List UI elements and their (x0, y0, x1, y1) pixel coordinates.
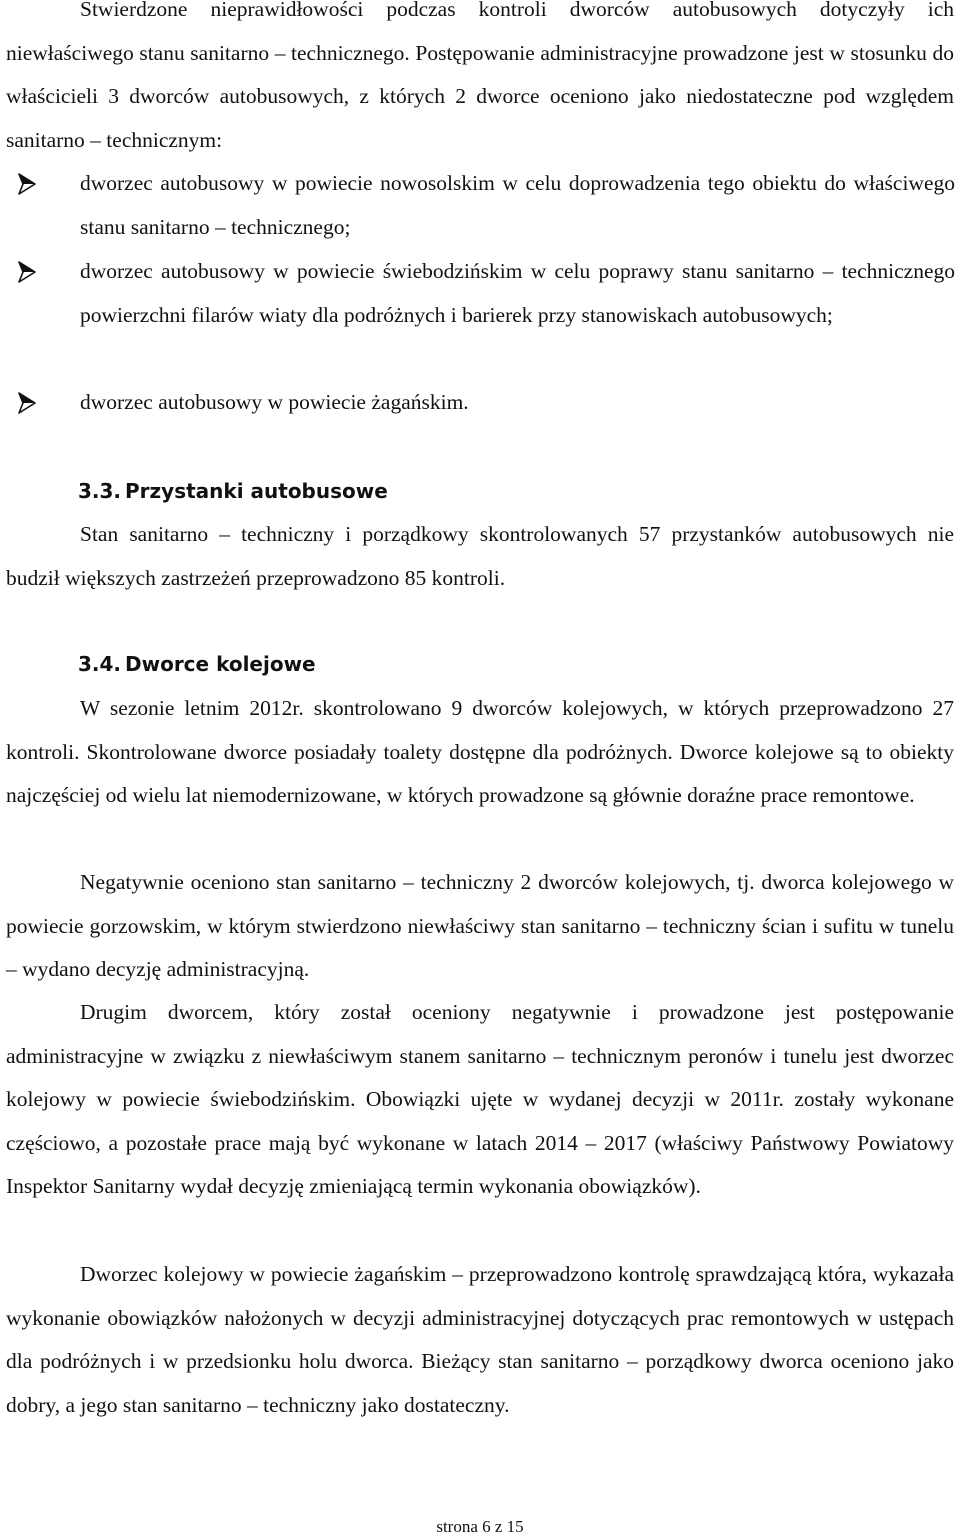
section-3-4-paragraph: W sezonie letnim 2012r. skontrolowano 9 dworców kolejowych, w których przeprowadzono 27 kontroli. Skontrolowane dworce posiadały toalety dostępne dla podróżnych. Dworce kolejowe są to obiekty najczęściej od wielu lat niemodernizowane, w których prowadzone są głównie doraźne prace remontowe. (6, 696, 954, 807)
section-3-3-paragraph: Stan sanitarno – techniczny i porządkowy skontrolowanych 57 przystanków autobusowych nie budził większych zastrzeżeń przeprowadzono 85 kontroli. (6, 522, 954, 590)
section-number: 3.3. (78, 479, 122, 503)
bullet-text: dworzec autobusowy w powiecie świebodzińskim w celu poprawy stanu sanitarno – technicznego powierzchni filarów wiaty dla podróżnych i barierek przy stanowiskach autobusowych; (80, 259, 955, 327)
section-title: Dworce kolejowe (125, 652, 316, 676)
arrowhead-bullet-icon (18, 392, 36, 414)
section-heading-3-3 (78, 476, 388, 506)
arrowhead-bullet-icon (18, 261, 36, 283)
section-heading-3-4 (78, 649, 316, 679)
section-3-4-paragraph: Dworzec kolejowy w powiecie żagańskim – przeprowadzono kontrolę sprawdzającą która, wykazała wykonanie obowiązków nałożonych w decyzji administracyjnej dotyczących prac remontowych w ustępach dla podróżnych i w przedsionku holu dworca. Bieżący stan sanitarno – porządkowy dworca oceniono jako dobry, a jego stan sanitarno – techniczny jako dostateczny. (6, 1262, 954, 1417)
bullet-item (80, 250, 955, 337)
section-3-4-paragraph: Negatywnie oceniono stan sanitarno – techniczny 2 dworców kolejowych, tj. dworca kolejowego w powiecie gorzowskim, w którym stwierdzono niewłaściwy stan sanitarno – techniczny ścian i sufitu w tunelu – wydano decyzję administracyjną. (6, 870, 954, 981)
bullet-text: dworzec autobusowy w powiecie nowosolskim w celu doprowadzenia tego obiektu do właściwego stanu sanitarno – technicznego; (80, 171, 955, 239)
arrowhead-bullet-icon (18, 173, 36, 195)
section-3-4-paragraph: Drugim dworcem, który został oceniony negatywnie i prowadzone jest postępowanie administracyjne w związku z niewłaściwym stanem sanitarno – technicznym peronów i tunelu jest dworzec kolejowy w powiecie świebodzińskim. Obowiązki ujęte w wydanej decyzji w 2011r. zostały wykonane częściowo, a pozostałe prace mają być wykonane w latach 2014 – 2017 (właściwy Państwowy Powiatowy Inspektor Sanitarny wydał decyzję zmieniającą termin wykonania obowiązków). (6, 1000, 954, 1198)
bullet-item (80, 381, 955, 425)
page-footer: strona 6 z 15 (436, 1517, 524, 1536)
section-title: Przystanki autobusowe (125, 479, 388, 503)
bullet-item (80, 162, 955, 249)
bullet-text: dworzec autobusowy w powiecie żagańskim. (80, 390, 469, 414)
section-number: 3.4. (78, 652, 122, 676)
intro-paragraph: Stwierdzone nieprawidłowości podczas kontroli dworców autobusowych dotyczyły ich niewłaściwego stanu sanitarno – technicznego. Postępowanie administracyjne prowadzone jest w stosunku do właścicieli 3 dworców autobusowych, z których 2 dworce oceniono jako niedostateczne pod względem sanitarno – technicznym: (6, 0, 954, 152)
